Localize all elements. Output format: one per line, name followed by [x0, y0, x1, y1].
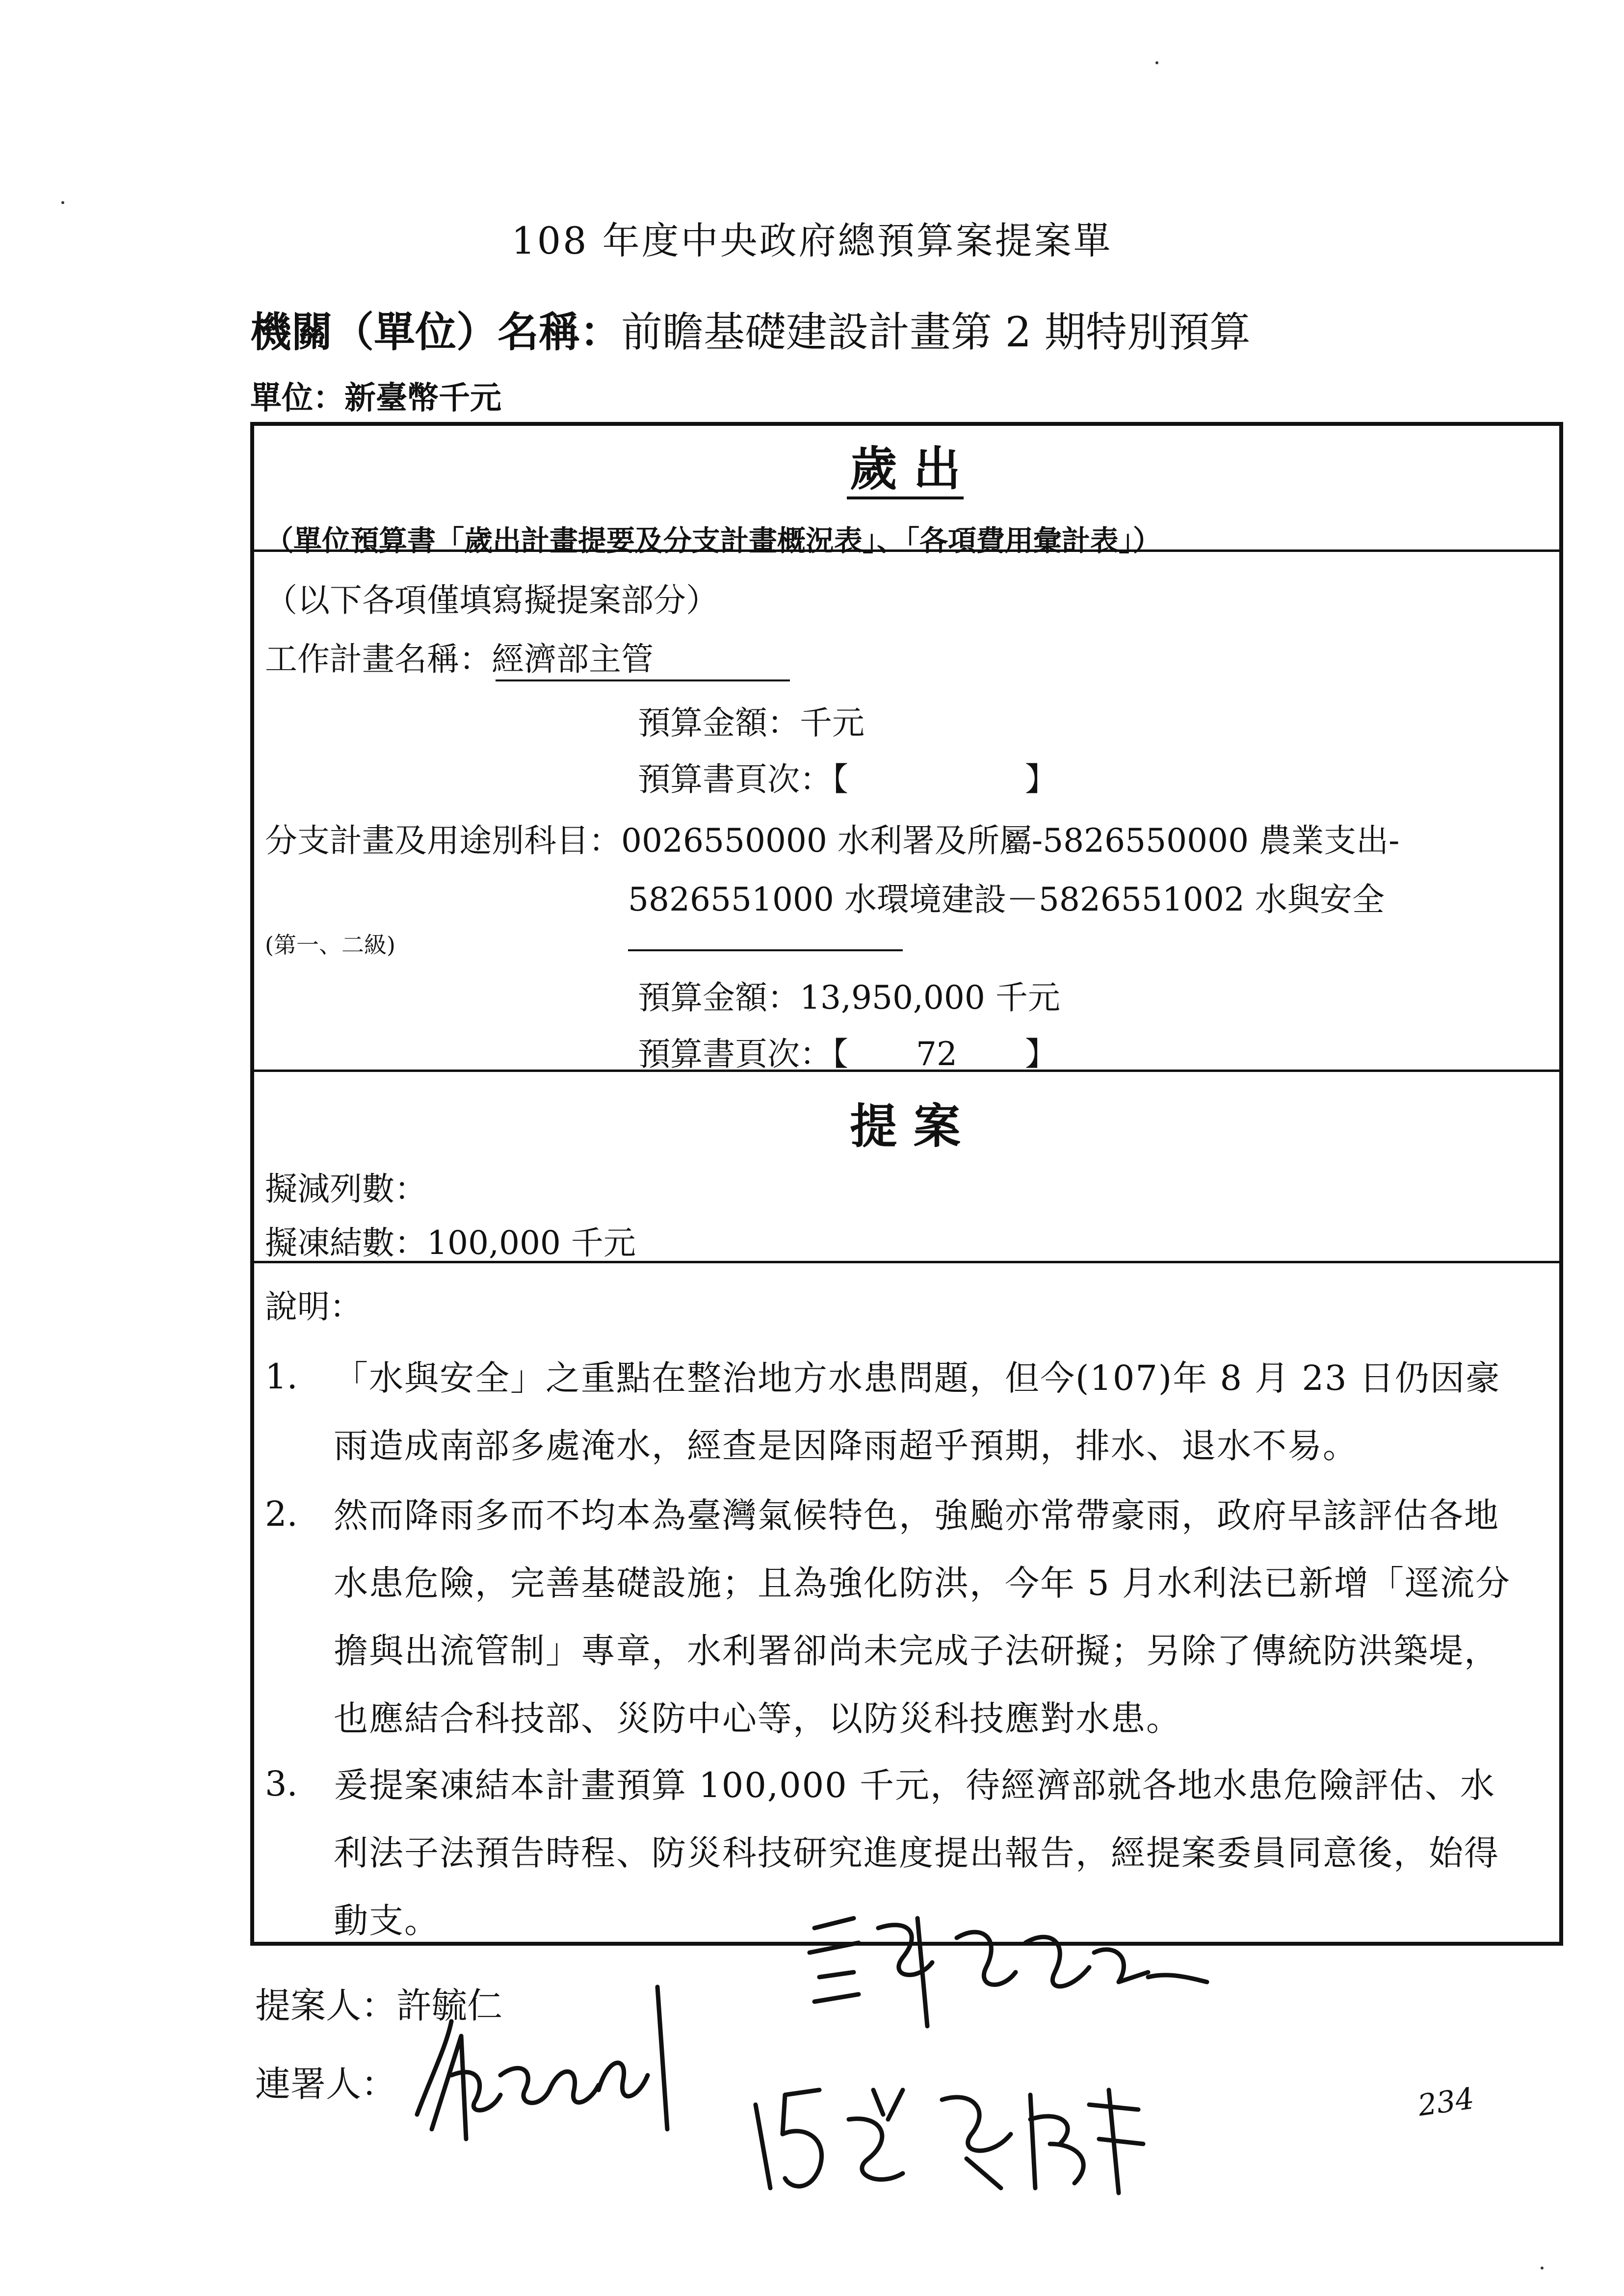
page-title: 108 年度中央政府總預算案提案單	[511, 219, 1113, 262]
branch-page-line	[638, 1028, 1057, 1074]
page-number: 234	[1415, 2081, 1476, 2123]
scan-speck	[1155, 61, 1158, 64]
agency-value: 前瞻基礎建設計畫第 2 期特別預算	[621, 308, 1251, 356]
work-plan-label: 工作計畫名稱：	[265, 640, 492, 678]
work-page-label: 預算書頁次：【	[638, 760, 848, 798]
agency-label: 機關（單位）名稱：	[250, 308, 622, 356]
work-plan-underline	[496, 679, 790, 681]
branch-underline	[628, 949, 903, 951]
item-2-text: 然而降雨多而不均本為臺灣氣候特色，強颱亦常帶豪雨，政府早該評估各地水患危險，完善基礎設施；且為強化防洪，今年 5 月水利法已新增「逕流分擔與出流管制」專章，水利署卻尚未完成子法研擬；另除了傳統防洪築堤，也應結合科技部、災防中心等，以防災科技應對水患。	[334, 1495, 1511, 1739]
item-3-number: 3.	[265, 1764, 298, 1804]
work-plan-value: 經濟部主管	[492, 640, 654, 678]
level-note: (第一、二級)	[265, 932, 395, 958]
freeze-amount: 擬凍結數：100,000 千元	[265, 1224, 636, 1262]
branch-page-label: 預算書頁次：【	[638, 1035, 848, 1073]
explanation-label: 說明：	[265, 1288, 362, 1326]
cosigner-signature-2	[736, 2061, 1178, 2208]
work-page-close: 】	[1025, 760, 1057, 798]
branch-label: 分支計畫及用途別科目：	[265, 822, 621, 860]
instruction-note: （以下各項僅填寫擬提案部分）	[265, 581, 718, 619]
work-page-line	[638, 753, 1057, 800]
agency-line	[250, 299, 1251, 359]
item-2-number: 2.	[265, 1494, 298, 1534]
expenditure-heading: 歲 出	[250, 432, 1560, 499]
branch-value-2: 5826551000 水環境建設－5826551002 水與安全	[628, 881, 1385, 918]
reduce-amount: 擬減列數：	[265, 1170, 427, 1208]
branch-page-close: 】	[1025, 1035, 1057, 1073]
branch-line-1	[265, 814, 1399, 861]
proposer-signature	[795, 1899, 1217, 2036]
branch-page-value: 72	[916, 1035, 957, 1073]
cosigner-signature-1	[402, 1967, 677, 2154]
cosigner-line: 連署人：	[255, 2063, 397, 2105]
branch-value-1: 0026550000 水利署及所屬-5826550000 農業支出-	[621, 822, 1400, 860]
work-plan-line	[265, 633, 654, 679]
unit-label: 單位：新臺幣千元	[250, 380, 501, 417]
branch-amount: 預算金額：13,950,000 千元	[638, 979, 1060, 1017]
reference-note: （單位預算書「歲出計畫提要及分支計畫概況表」、「各項費用彙計表」）	[265, 524, 1162, 557]
item-1-text: 「水與安全」之重點在整治地方水患問題，但今(107)年 8 月 23 日仍因豪雨造成南部多處淹水，經查是因降雨超乎預期，排水、退水不易。	[334, 1358, 1501, 1466]
item-3-text: 爰提案凍結本計畫預算 100,000 千元，待經濟部就各地水患危險評估、水利法子法預告時程、防災科技研究進度提出報告，經提案委員同意後，始得動支。	[334, 1765, 1499, 1941]
scan-speck	[61, 201, 64, 204]
work-amount: 預算金額：千元	[638, 704, 864, 742]
proposer-line: 提案人：許毓仁	[255, 1985, 503, 2026]
item-1-number: 1.	[265, 1357, 298, 1397]
proposal-heading: 提 案	[850, 1098, 961, 1154]
scan-speck	[1541, 2267, 1544, 2270]
